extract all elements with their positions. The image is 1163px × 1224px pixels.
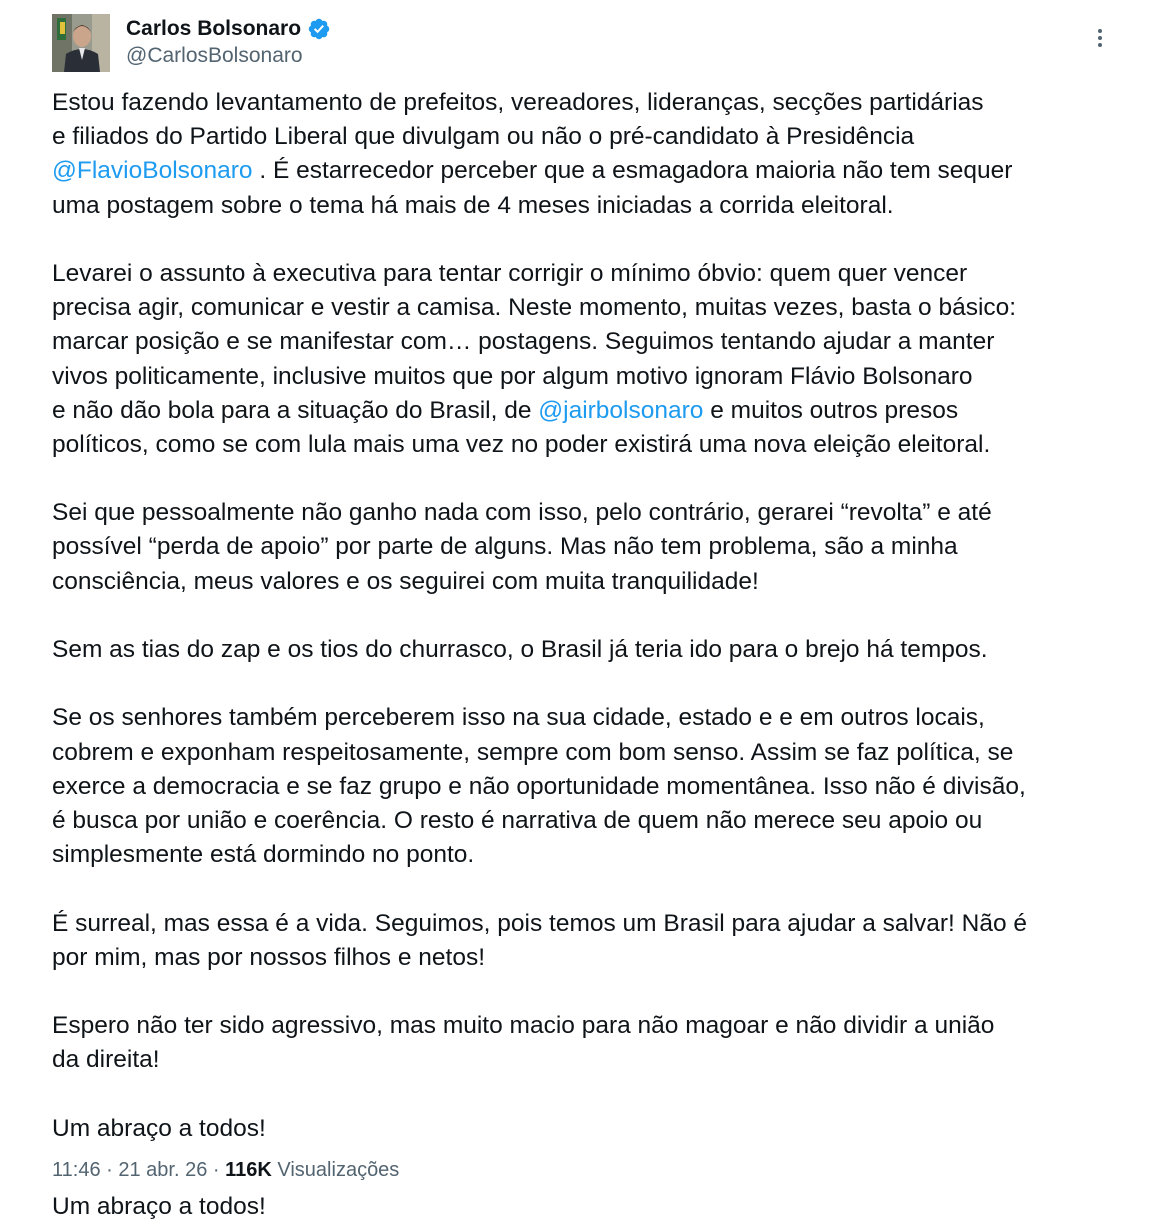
- text-line: [52, 394, 1142, 428]
- text-segment: e muitos outros presos: [703, 396, 959, 424]
- meta-separator: ·: [100, 1159, 119, 1181]
- mention-link-jairbolsonaro[interactable]: @jairbolsonaro: [538, 396, 704, 424]
- author-name[interactable]: Carlos Bolsonaro: [126, 17, 302, 40]
- post-time[interactable]: 11:46: [52, 1159, 101, 1181]
- tweet-text: [52, 86, 1142, 1146]
- text-line: simplesmente está dormindo no ponto.: [52, 841, 475, 869]
- paragraph-gap: [52, 223, 1142, 257]
- text-line: por mim, mas por nossos filhos e netos!: [52, 943, 486, 971]
- text-line: é busca por união e coerência. O resto é narrativa de quem não merece seu apoio ou: [52, 806, 983, 834]
- text-line: Levarei o assunto à executiva para tentar corrigir o mínimo óbvio: quem quer vencer: [52, 259, 968, 287]
- text-line: possível “perda de apoio” por parte de alguns. Mas não tem problema, são a minha: [52, 533, 958, 561]
- text-segment: . É estarrecedor perceber que a esmagadora maioria não tem sequer: [252, 157, 1013, 185]
- paragraph-gap: [52, 667, 1142, 701]
- text-segment: e não dão bola para a situação do Brasil, de: [52, 396, 539, 424]
- text-line: exerce a democracia e se faz grupo e não oportunidade momentânea. Isso não é divisão,: [52, 772, 1026, 800]
- author-handle[interactable]: @CarlosBolsonaro: [126, 44, 303, 67]
- more-options-icon[interactable]: [1089, 24, 1111, 52]
- text-line: Estou fazendo levantamento de prefeitos, vereadores, lideranças, secções partidárias: [52, 89, 984, 116]
- text-line: É surreal, mas essa é a vida. Seguimos, pois temos um Brasil para ajudar a salvar! Não é: [52, 909, 1027, 937]
- text-line: Sem as tias do zap e os tios do churrasco, o Brasil já teria ido para o brejo há tempos.: [52, 636, 988, 663]
- text-line: consciência, meus valores e os seguirei com muita tranquilidade!: [52, 567, 759, 595]
- text-line: e filiados do Partido Liberal que divulgam ou não o pré-candidato à Presidência: [52, 123, 915, 151]
- mention-link-flaviobolsonaro[interactable]: @FlavioBolsonaro: [52, 157, 253, 185]
- text-line: uma postagem sobre o tema há mais de 4 meses iniciadas a corrida eleitoral.: [52, 191, 894, 219]
- verified-badge-icon: [307, 17, 331, 41]
- paragraph-gap: [52, 975, 1142, 1009]
- text-line: Se os senhores também perceberem isso na sua cidade, estado e e em outros locais,: [52, 704, 985, 732]
- views-label: Visualizações: [271, 1159, 400, 1181]
- text-line: da direita!: [52, 1046, 160, 1074]
- text-line: marcar posição e se manifestar com… postagens. Seguimos tentando ajudar a manter: [52, 328, 995, 356]
- clipped-next-text: Um abraço a todos!: [52, 1193, 266, 1220]
- text-line: Sei que pessoalmente não ganho nada com isso, pelo contrário, gerarei “revolta” e até: [52, 499, 992, 527]
- paragraph-gap: [52, 872, 1142, 906]
- meta-separator: ·: [207, 1159, 226, 1181]
- text-line: Um abraço a todos!: [52, 1114, 266, 1142]
- views-count: 116K: [225, 1159, 272, 1181]
- text-line: precisa agir, comunicar e vestir a camisa. Neste momento, muitas vezes, basta o básico:: [52, 294, 1017, 322]
- text-line: cobrem e exponham respeitosamente, sempre com bom senso. Assim se faz política, se: [52, 738, 1014, 766]
- paragraph-gap: [52, 1077, 1142, 1111]
- text-line: [52, 154, 1142, 188]
- paragraph-gap: [52, 462, 1142, 496]
- text-line: Espero não ter sido agressivo, mas muito macio para não magoar e não dividir a união: [52, 1012, 995, 1040]
- author-avatar[interactable]: [52, 14, 110, 72]
- profile-photo: [52, 14, 110, 72]
- post-date[interactable]: 21 abr. 26: [118, 1159, 208, 1181]
- paragraph-gap: [52, 599, 1142, 633]
- tweet-metadata: [52, 1157, 399, 1183]
- text-line: vivos politicamente, inclusive muitos que por algum motivo ignoram Flávio Bolsonaro: [52, 362, 973, 390]
- text-line: políticos, como se com lula mais uma vez no poder existirá uma nova eleição eleitoral.: [52, 430, 991, 458]
